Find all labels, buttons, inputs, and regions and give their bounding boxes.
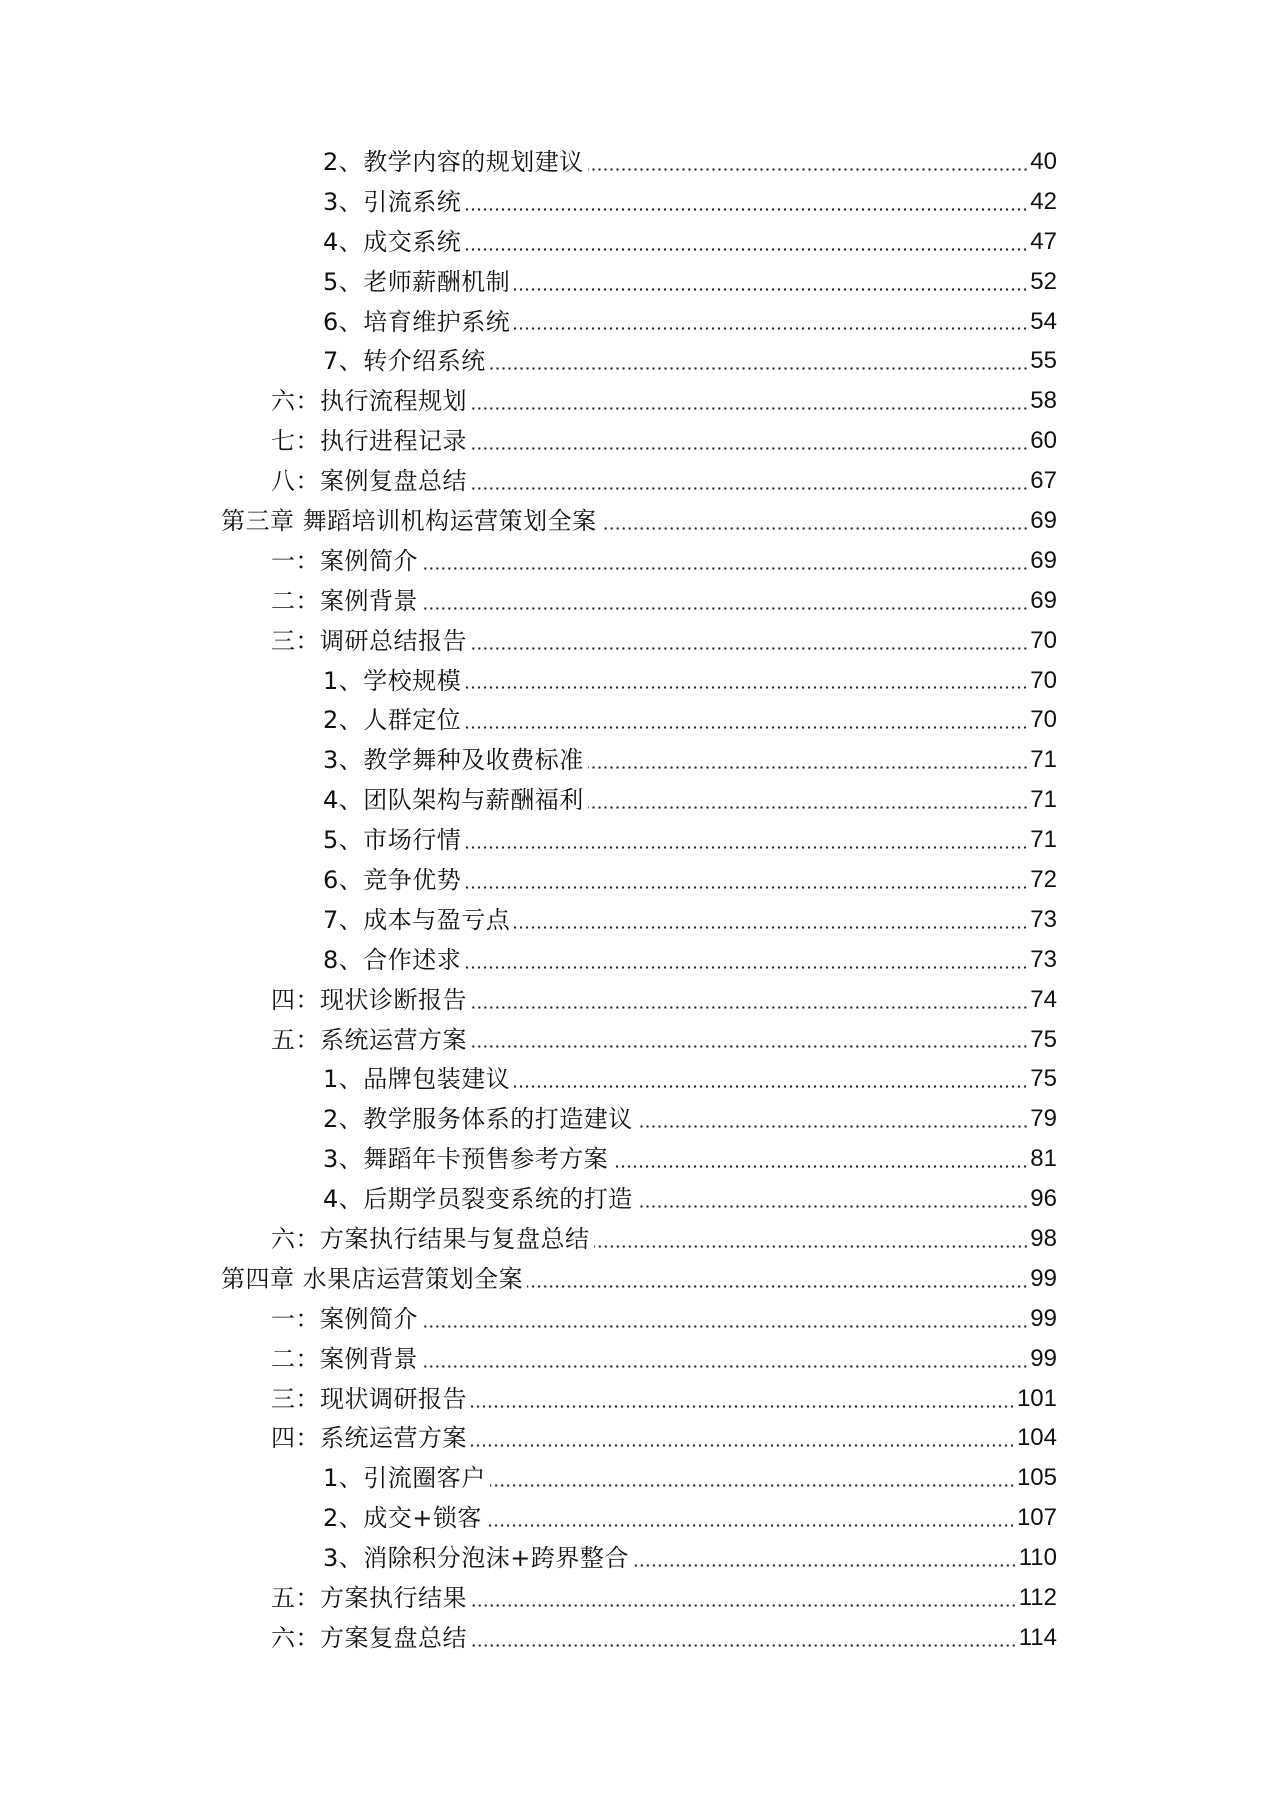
toc-entry-title: 五：方案执行结果 xyxy=(271,1584,467,1612)
toc-entry-title: 八：案例复盘总结 xyxy=(271,467,467,496)
toc-entry-page-number: 99 xyxy=(1030,1304,1057,1332)
toc-entry[interactable] xyxy=(0,860,1274,900)
toc-dot-leader xyxy=(422,1325,1028,1328)
toc-entry[interactable] xyxy=(0,581,1274,621)
toc-dot-leader xyxy=(465,208,1028,211)
toc-entry-title: 8、合作述求 xyxy=(323,945,462,974)
toc-dot-leader xyxy=(465,886,1028,889)
toc-entry-title: 二：案例背景 xyxy=(271,1344,418,1373)
toc-dot-leader xyxy=(637,1205,1029,1208)
toc-entry-title: 三：调研总结报告 xyxy=(271,626,467,655)
toc-entry-title: 四：系统运营方案 xyxy=(271,1424,467,1453)
toc-dot-leader xyxy=(514,288,1028,291)
toc-entry[interactable] xyxy=(0,1618,1274,1658)
toc-entry[interactable] xyxy=(0,1379,1274,1419)
toc-entry[interactable] xyxy=(0,1020,1274,1060)
toc-entry[interactable] xyxy=(0,1538,1274,1578)
toc-dot-leader xyxy=(514,926,1028,929)
toc-entry[interactable] xyxy=(0,1339,1274,1379)
toc-entry-title: 六：方案执行结果与复盘总结 xyxy=(271,1224,590,1253)
toc-entry-page-number: 69 xyxy=(1030,586,1057,614)
toc-entry-title: 7、转介绍系统 xyxy=(323,347,486,376)
toc-entry[interactable] xyxy=(0,302,1274,342)
toc-entry[interactable] xyxy=(0,740,1274,780)
toc-entry[interactable] xyxy=(0,1419,1274,1459)
toc-entry-page-number: 105 xyxy=(1016,1464,1057,1492)
toc-entry-page-number: 60 xyxy=(1030,427,1057,455)
toc-entry[interactable] xyxy=(0,1139,1274,1179)
toc-dot-leader xyxy=(471,1644,1017,1647)
toc-entry-title: 5、市场行情 xyxy=(323,826,462,855)
toc-entry-title: 二：案例背景 xyxy=(271,586,418,615)
toc-entry[interactable] xyxy=(0,780,1274,820)
toc-entry[interactable] xyxy=(0,182,1274,222)
toc-entry-title: 第四章 水果店运营策划全案 xyxy=(221,1264,524,1293)
toc-entry-page-number: 69 xyxy=(1030,506,1057,534)
toc-entry-title: 4、团队架构与薪酬福利 xyxy=(323,786,584,815)
toc-entry[interactable] xyxy=(0,621,1274,661)
toc-entry-title: 一：案例简介 xyxy=(271,546,418,575)
toc-entry-page-number: 71 xyxy=(1030,786,1057,814)
toc-entry-page-number: 73 xyxy=(1030,945,1057,973)
toc-dot-leader xyxy=(471,407,1028,410)
toc-dot-leader xyxy=(422,567,1028,570)
toc-entry[interactable] xyxy=(0,1179,1274,1219)
toc-entry-title: 3、消除积分泡沫+跨界整合 xyxy=(323,1544,629,1573)
toc-dot-leader xyxy=(637,1125,1029,1128)
toc-entry-page-number: 112 xyxy=(1018,1584,1057,1611)
toc-entry[interactable] xyxy=(0,1059,1274,1099)
toc-entry-page-number: 70 xyxy=(1030,706,1057,734)
toc-entry[interactable] xyxy=(0,222,1274,262)
toc-entry-title: 3、舞蹈年卡预售参考方案 xyxy=(323,1145,609,1174)
toc-entry-title: 五：系统运营方案 xyxy=(271,1025,467,1054)
toc-dot-leader xyxy=(471,1444,1015,1447)
toc-entry[interactable] xyxy=(0,142,1274,182)
toc-entry-page-number: 107 xyxy=(1016,1504,1057,1532)
toc-entry-title: 4、后期学员裂变系统的打造 xyxy=(323,1185,633,1214)
toc-entry-title: 1、学校规模 xyxy=(323,666,462,695)
toc-entry-title: 四：现状诊断报告 xyxy=(271,985,467,1014)
toc-entry-page-number: 52 xyxy=(1030,267,1057,295)
toc-dot-leader xyxy=(465,248,1028,251)
toc-entry-title: 六：方案复盘总结 xyxy=(271,1623,467,1652)
toc-dot-leader xyxy=(422,607,1028,610)
toc-entry-page-number: 71 xyxy=(1030,826,1057,854)
toc-entry-page-number: 99 xyxy=(1030,1344,1057,1372)
toc-dot-leader xyxy=(471,1405,1015,1408)
toc-entry-title: 4、成交系统 xyxy=(323,227,462,256)
toc-entry[interactable] xyxy=(0,820,1274,860)
toc-entry-title: 3、教学舞种及收费标准 xyxy=(323,746,584,775)
toc-entry[interactable] xyxy=(0,501,1274,541)
toc-entry[interactable] xyxy=(0,461,1274,501)
toc-entry-title: 6、培育维护系统 xyxy=(323,307,511,336)
toc-entry-page-number: 96 xyxy=(1030,1185,1057,1213)
toc-dot-leader xyxy=(465,966,1028,969)
toc-entry-page-number: 69 xyxy=(1030,546,1057,574)
toc-dot-leader xyxy=(601,527,1029,530)
toc-entry-page-number: 70 xyxy=(1030,666,1057,694)
toc-dot-leader xyxy=(471,447,1028,450)
toc-entry[interactable] xyxy=(0,1458,1274,1498)
toc-dot-leader xyxy=(465,846,1028,849)
toc-entry-title: 3、引流系统 xyxy=(323,187,462,216)
toc-entry-page-number: 54 xyxy=(1030,307,1057,335)
toc-dot-leader xyxy=(633,1564,1017,1567)
toc-entry-page-number: 73 xyxy=(1030,905,1057,933)
toc-entry-page-number: 98 xyxy=(1030,1224,1057,1252)
toc-dot-leader xyxy=(471,487,1028,490)
toc-entry-title: 6、竞争优势 xyxy=(323,865,462,894)
toc-dot-leader xyxy=(471,1045,1028,1048)
toc-dot-leader xyxy=(486,1524,1015,1527)
toc-entry[interactable] xyxy=(0,341,1274,381)
toc-entry-page-number: 104 xyxy=(1016,1424,1057,1452)
toc-entry-title: 六：执行流程规划 xyxy=(271,387,467,416)
toc-dot-leader xyxy=(588,806,1029,809)
toc-entry-page-number: 58 xyxy=(1030,387,1057,415)
toc-entry-page-number: 55 xyxy=(1030,347,1057,375)
toc-dot-leader xyxy=(471,647,1028,650)
toc-entry[interactable] xyxy=(0,1498,1274,1538)
toc-entry-page-number: 114 xyxy=(1018,1623,1057,1651)
toc-entry[interactable] xyxy=(0,1259,1274,1299)
toc-entry-title: 2、教学内容的规划建议 xyxy=(323,147,584,176)
toc-entry-page-number: 110 xyxy=(1018,1544,1057,1572)
toc-dot-leader xyxy=(527,1285,1028,1288)
toc-entry[interactable] xyxy=(0,381,1274,421)
toc-entry-page-number: 74 xyxy=(1030,985,1057,1013)
toc-dot-leader xyxy=(465,726,1028,729)
toc-entry[interactable] xyxy=(0,700,1274,740)
toc-entry[interactable] xyxy=(0,900,1274,940)
toc-entry[interactable] xyxy=(0,541,1274,581)
toc-entry[interactable] xyxy=(0,1099,1274,1139)
toc-entry[interactable] xyxy=(0,1578,1274,1618)
toc-entry-page-number: 71 xyxy=(1030,746,1057,774)
toc-entry-page-number: 75 xyxy=(1030,1025,1057,1053)
toc-dot-leader xyxy=(471,1006,1028,1009)
toc-entry-page-number: 72 xyxy=(1030,865,1057,893)
toc-dot-leader xyxy=(514,1085,1028,1088)
toc-entry-title: 1、品牌包装建议 xyxy=(323,1065,511,1094)
toc-entry-title: 第三章 舞蹈培训机构运营策划全案 xyxy=(221,506,597,535)
toc-entry-page-number: 79 xyxy=(1030,1105,1057,1133)
toc-entry[interactable] xyxy=(0,421,1274,461)
toc-entry[interactable] xyxy=(0,262,1274,302)
toc-entry-page-number: 70 xyxy=(1030,626,1057,654)
toc-entry-title: 1、引流圈客户 xyxy=(323,1464,486,1493)
toc-entry-title: 2、人群定位 xyxy=(323,706,462,735)
toc-entry-page-number: 47 xyxy=(1030,227,1057,255)
toc-entry-page-number: 67 xyxy=(1030,467,1057,495)
toc-dot-leader xyxy=(594,1245,1029,1248)
toc-entry[interactable] xyxy=(0,1219,1274,1259)
toc-dot-leader xyxy=(422,1365,1028,1368)
toc-entry-page-number: 81 xyxy=(1030,1145,1057,1173)
toc-entry-title: 2、教学服务体系的打造建议 xyxy=(323,1105,633,1134)
toc-entry-title: 七：执行进程记录 xyxy=(271,427,467,456)
toc-dot-leader xyxy=(612,1165,1028,1168)
toc-entry-title: 7、成本与盈亏点 xyxy=(323,905,511,934)
toc-dot-leader xyxy=(588,766,1029,769)
toc-entry-page-number: 99 xyxy=(1030,1264,1057,1292)
toc-entry[interactable] xyxy=(0,940,1274,980)
toc-entry-title: 三：现状调研报告 xyxy=(271,1384,467,1413)
toc-dot-leader xyxy=(490,1484,1015,1487)
table-of-contents xyxy=(0,142,1274,1658)
toc-entry[interactable] xyxy=(0,980,1274,1020)
toc-entry-page-number: 40 xyxy=(1030,147,1057,175)
toc-entry-title: 2、成交+锁客 xyxy=(323,1504,482,1533)
toc-dot-leader xyxy=(471,1604,1017,1607)
toc-entry-title: 一：案例简介 xyxy=(271,1304,418,1333)
toc-entry-page-number: 101 xyxy=(1016,1384,1057,1412)
toc-dot-leader xyxy=(588,168,1029,171)
toc-dot-leader xyxy=(490,367,1029,370)
toc-dot-leader xyxy=(465,686,1028,689)
toc-entry-page-number: 42 xyxy=(1030,187,1057,215)
toc-dot-leader xyxy=(514,327,1028,330)
toc-entry-title: 5、老师薪酬机制 xyxy=(323,267,511,296)
toc-entry-page-number: 75 xyxy=(1030,1065,1057,1093)
toc-entry[interactable] xyxy=(0,1299,1274,1339)
toc-entry[interactable] xyxy=(0,661,1274,701)
